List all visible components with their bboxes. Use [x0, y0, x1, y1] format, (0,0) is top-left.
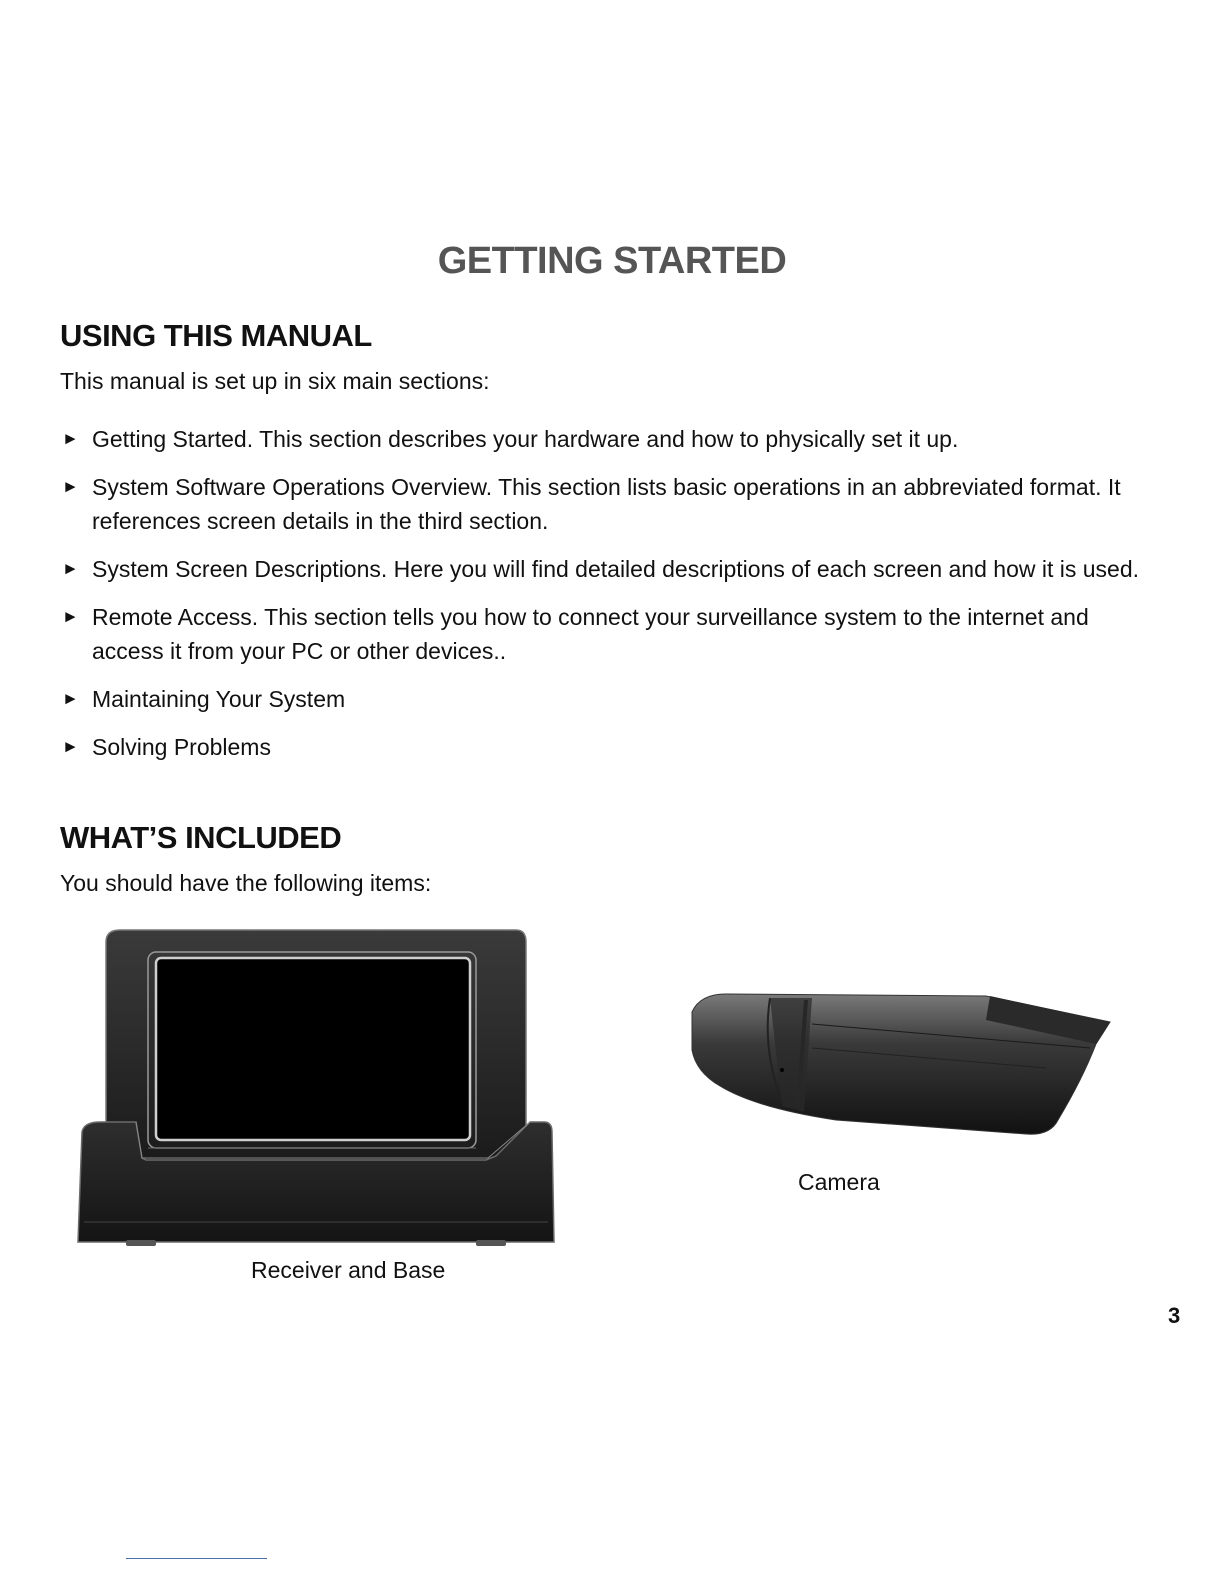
receiver-base-figure	[76, 926, 556, 1252]
footer-rule	[126, 1558, 267, 1559]
list-item-text: System Software Operations Overview. This section lists basic operations in an abbreviated format. It references screen details in the third section.	[92, 474, 1121, 534]
section-heading-whats-included: WHAT’S INCLUDED	[60, 820, 342, 855]
receiver-base-icon	[76, 926, 556, 1252]
camera-icon	[686, 990, 1112, 1140]
list-item	[60, 600, 1160, 668]
camera-caption: Camera	[798, 1169, 880, 1195]
list-item	[60, 470, 1160, 538]
section-heading-using-manual: USING THIS MANUAL	[60, 318, 372, 353]
page-title: GETTING STARTED	[437, 240, 787, 282]
sections-list	[60, 422, 1160, 778]
using-manual-intro: This manual is set up in six main sections:	[60, 368, 490, 394]
list-item-text: System Screen Descriptions. Here you will find detailed descriptions of each screen and how it is used.	[92, 556, 1140, 582]
list-item	[60, 422, 1160, 456]
receiver-base-caption: Receiver and Base	[251, 1257, 446, 1283]
camera-figure	[686, 990, 1112, 1140]
arrow-bullet-icon: ►	[62, 477, 79, 496]
arrow-bullet-icon: ►	[62, 607, 79, 626]
list-item-text: Maintaining Your System	[92, 686, 346, 712]
list-item-text: Getting Started. This section describes your hardware and how to physically set it up.	[92, 426, 959, 452]
list-item	[60, 552, 1160, 586]
page-number: 3	[1168, 1303, 1181, 1328]
arrow-bullet-icon: ►	[62, 559, 79, 578]
whats-included-intro: You should have the following items:	[60, 870, 432, 896]
list-item	[60, 682, 1160, 716]
arrow-bullet-icon: ►	[62, 737, 79, 756]
list-item-text: Remote Access. This section tells you how to connect your surveillance system to the internet and access it from your PC or other devices..	[92, 604, 1089, 664]
list-item	[60, 730, 1160, 764]
arrow-bullet-icon: ►	[62, 689, 79, 708]
list-item-text: Solving Problems	[92, 734, 271, 760]
arrow-bullet-icon: ►	[62, 429, 79, 448]
